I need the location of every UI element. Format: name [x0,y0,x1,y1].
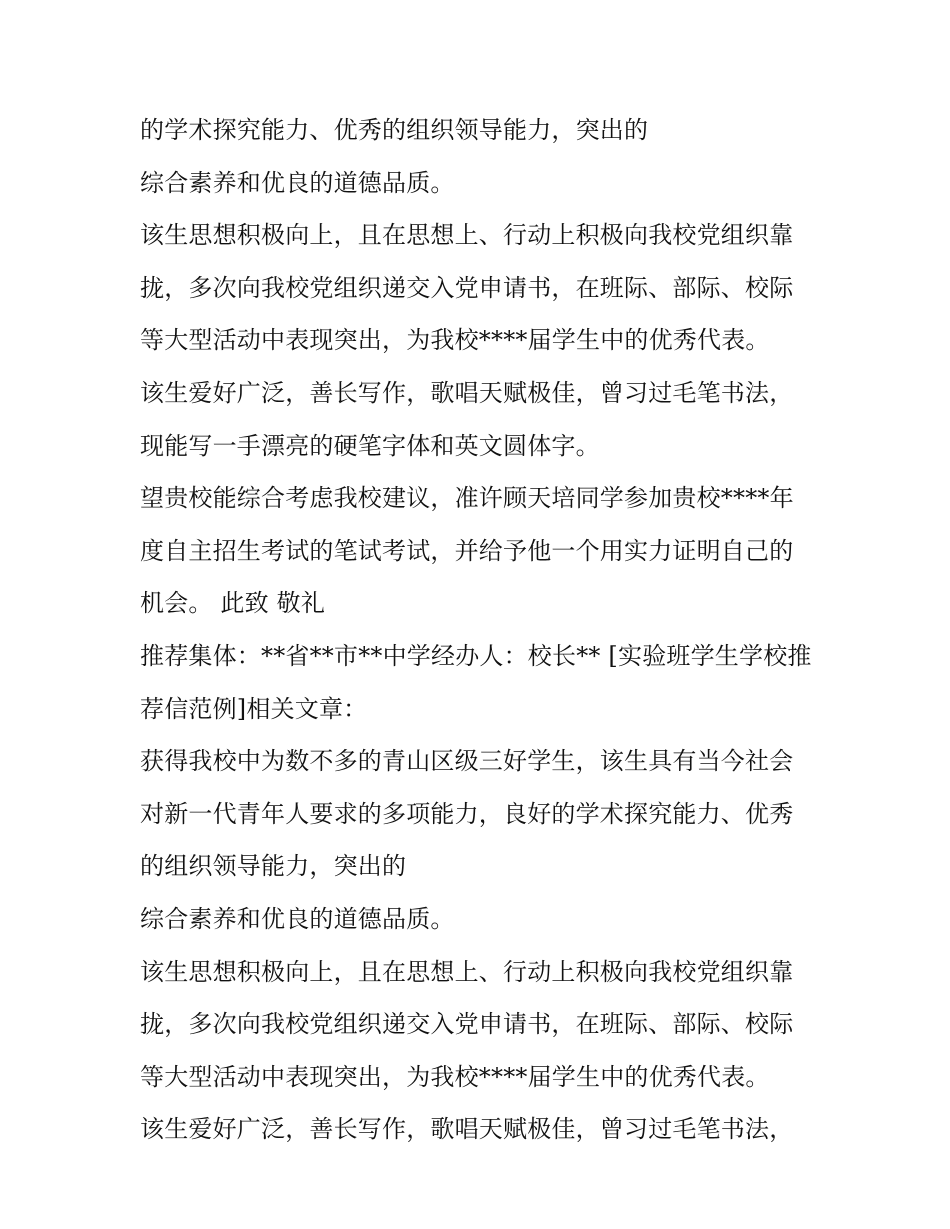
text-line: 荐信范例]相关文章： [140,694,368,723]
text-line: 度自主招生考试的笔试考试，并给予他一个用实力证明自己的 [140,536,794,565]
text-line: 机会。 此致 敬礼 [140,589,326,618]
text-line: 望贵校能综合考虑我校建议，准许顾天培同学参加贵校****年 [140,484,794,513]
text-line: 综合素养和优良的道德品质。 [140,904,455,933]
text-line: 该生思想积极向上，且在思想上、行动上积极向我校党组织靠 [140,221,794,250]
text-line: 的学术探究能力、优秀的组织领导能力，突出的 [140,116,649,144]
text-line: 的组织领导能力，突出的 [140,852,407,881]
document-body [140,108,840,1160]
text-line: 该生爱好广泛，善长写作，歌唱天赋极佳，曾习过毛笔书法， [140,1115,794,1144]
text-line: 等大型活动中表现突出，为我校****届学生中的优秀代表。 [140,326,770,355]
text-line: 综合素养和优良的道德品质。 [140,168,455,197]
text-line: 该生思想积极向上，且在思想上、行动上积极向我校党组织靠 [140,957,794,986]
text-line: 等大型活动中表现突出，为我校****届学生中的优秀代表。 [140,1062,770,1091]
text-line: 该生爱好广泛，善长写作，歌唱天赋极佳，曾习过毛笔书法， [140,378,794,407]
text-line: 现能写一手漂亮的硬笔字体和英文圆体字。 [140,431,600,460]
text-line: 拢，多次向我校党组织递交入党申请书，在班际、部际、校际 [140,273,794,302]
text-line: 拢，多次向我校党组织递交入党申请书，在班际、部际、校际 [140,1010,794,1039]
text-line: 获得我校中为数不多的青山区级三好学生，该生具有当今社会 [140,747,794,776]
text-line: 对新一代青年人要求的多项能力，良好的学术探究能力、优秀 [140,799,794,828]
text-line: 推荐集体：**省**市**中学经办人：校长** [实验班学生学校推 [140,641,812,670]
